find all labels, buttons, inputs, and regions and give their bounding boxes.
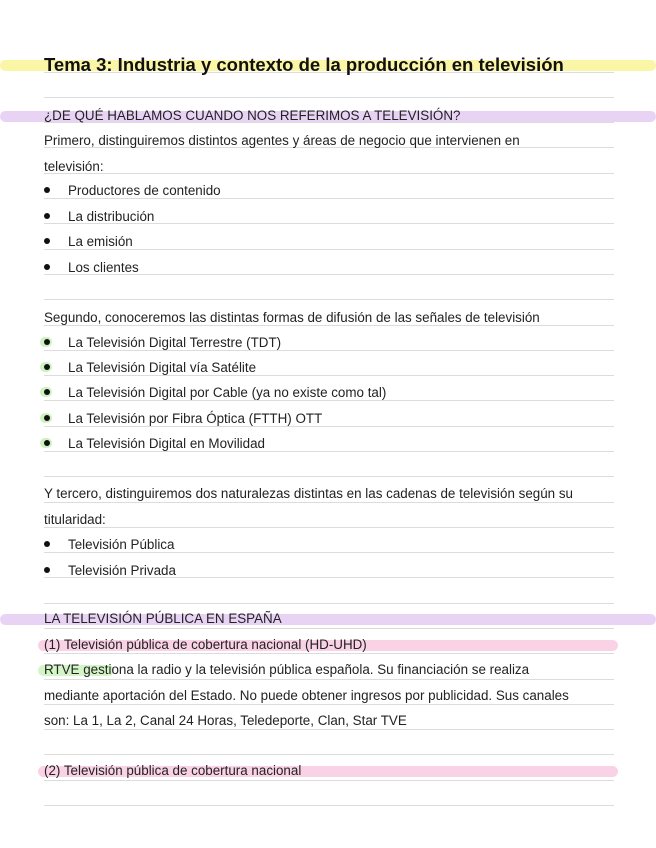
bullet-icon bbox=[44, 440, 50, 446]
subheading-1: (1) Televisión pública de cobertura nacional (HD-UHD) bbox=[44, 637, 367, 652]
intro-section-3-line-1: Y tercero, distinguiremos dos naturalezas distintas en las cadenas de televisión según su bbox=[44, 486, 573, 501]
list-item: La emisión bbox=[68, 234, 133, 249]
list-item: La Televisión por Fibra Óptica (FTTH) OTT bbox=[68, 411, 323, 426]
intro-line-2: televisión: bbox=[44, 159, 104, 174]
section-heading-2: LA TELEVISIÓN PÚBLICA EN ESPAÑA bbox=[44, 611, 282, 626]
page-title: Tema 3: Industria y contexto de la producción en televisión bbox=[44, 54, 564, 75]
list-item: Productores de contenido bbox=[68, 183, 221, 198]
section-heading-1: ¿DE QUÉ HABLAMOS CUANDO NOS REFERIMOS A TELEVISIÓN? bbox=[44, 108, 461, 123]
list-item: La Televisión Digital vía Satélite bbox=[68, 360, 257, 375]
bullet-icon bbox=[44, 264, 50, 270]
list-item: La Televisión Digital en Movilidad bbox=[68, 436, 266, 451]
list-item: Televisión Pública bbox=[68, 537, 175, 552]
list-item: Los clientes bbox=[68, 260, 139, 275]
bullet-icon bbox=[44, 187, 50, 193]
intro-section-2: Segundo, conoceremos las distintas formas de difusión de las señales de televisión bbox=[44, 310, 540, 325]
bullet-icon bbox=[44, 541, 50, 547]
bullet-icon bbox=[44, 238, 50, 244]
list-item: La Televisión Digital Terrestre (TDT) bbox=[68, 335, 282, 350]
subheading-2: (2) Televisión pública de cobertura nacional bbox=[44, 763, 302, 778]
bullet-icon bbox=[44, 567, 50, 573]
list-item: Televisión Privada bbox=[68, 563, 176, 578]
paragraph-line-3: son: La 1, La 2, Canal 24 Horas, Teledeporte, Clan, Star TVE bbox=[44, 713, 407, 728]
bullet-icon bbox=[44, 339, 50, 345]
bullet-icon bbox=[44, 415, 50, 421]
paragraph-line-1: RTVE gestiona la radio y la televisión pública española. Su financiación se realiza bbox=[44, 662, 530, 677]
intro-section-3-line-2: titularidad: bbox=[44, 512, 106, 527]
list-item: La distribución bbox=[68, 209, 155, 224]
list-item: La Televisión Digital por Cable (ya no existe como tal) bbox=[68, 385, 387, 400]
bullet-icon bbox=[44, 389, 50, 395]
bullet-icon bbox=[44, 364, 50, 370]
bullet-icon bbox=[44, 213, 50, 219]
paragraph-line-2: mediante aportación del Estado. No puede obtener ingresos por publicidad. Sus canales bbox=[44, 688, 569, 703]
intro-line-1: Primero, distinguiremos distintos agentes y áreas de negocio que intervienen en bbox=[44, 133, 520, 148]
